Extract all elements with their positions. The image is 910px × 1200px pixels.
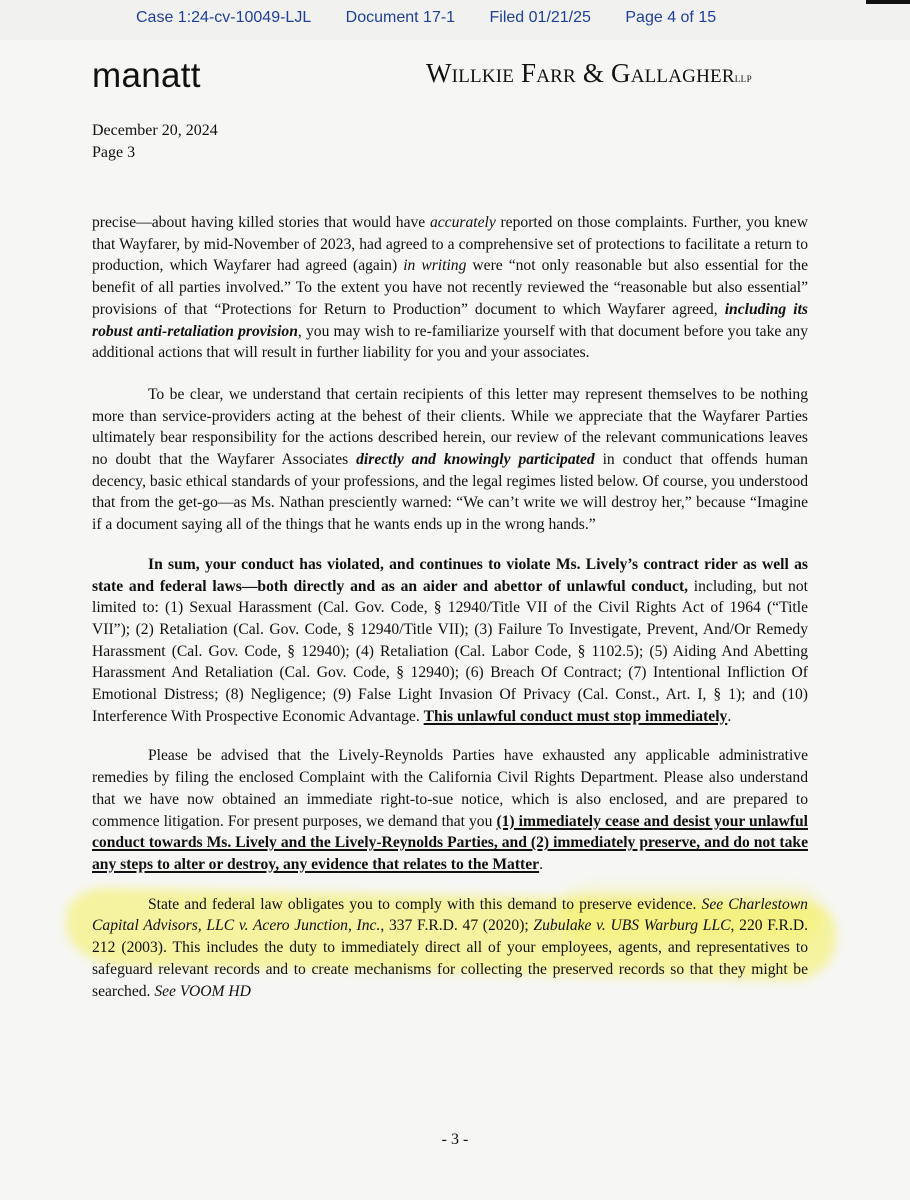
court-filing-stamp — [136, 9, 746, 27]
p3-bold-lead: In sum, your conduct has violated, and continues to violate Ms. Lively’s contract rider as well as state and federal laws—both directly and as an aider and abettor of unlawful conduct, — [92, 555, 808, 595]
p1-text-c: reported on those complaints. Further, you knew that Wayfarer, by mid-November of 2023, had agreed to a comprehensive set of protections to facilitate a return to production, which Wayfarer had agreed (again) — [92, 214, 808, 275]
p1-bold-italic-provision: including its robust anti-retaliation provision — [92, 300, 808, 340]
p5-citation-voom: See VOOM HD — [154, 982, 251, 1000]
p1-text-g: , you may wish to re-familiarize yourself with that document before you take any additional actions that will result in further liability for you and your associates. — [92, 322, 808, 362]
willkie-logo-llp: llp — [734, 70, 753, 85]
p1-text-a: precise—about having killed stories that would have — [92, 214, 430, 231]
p3-text-b: including, but not limited to: (1) Sexual Harassment (Cal. Gov. Code, § 12940/Title VII of the Civil Rights Act of 1964 (“Title VII”); (2) Retaliation (Cal. Gov. Code, § 12940/Title VII); (3) Failure To Investigate, Prevent, And/Or Remedy Harassment (Cal. Gov. Code, § 12940); (4) Retaliation (Cal. Labor Code, § 1102.5); (5) Aiding And Abetting Harassment And Retaliation (Cal. Gov. Code, § 12940); (6) Breach Of Contract; (7) Intentional Infliction Of Emotional Distress; (8) Negligence; (9) False Light Invasion Of Privacy (Cal. Const., Art. I, § 1); and (10) Interference With Prospective Economic Advantage. — [92, 577, 808, 725]
p1-italic-accurately: accurately — [429, 214, 496, 231]
filed-date: Filed 01/21/25 — [489, 9, 591, 26]
p5-text-c: , 337 F.R.D. 47 (2020); — [380, 917, 534, 935]
paragraph-3 — [92, 554, 808, 728]
p4-text-a: Please be advised that the Lively-Reynolds Parties have exhausted any applicable administrative remedies by filing the enclosed Complaint with the California Civil Rights Department. Please also understand that we have now obtained an immediate right-to-sue notice, which is also enclosed, and are prepared to commence litigation. For present purposes, we demand that you — [92, 747, 808, 830]
letter-page: Page 3 — [92, 144, 136, 161]
p5-citation-charlestown: See Charlestown Capital Advisors, LLC v. Acero Junction, Inc. — [92, 895, 808, 935]
paragraph-1 — [92, 212, 808, 364]
paragraph-4 — [92, 745, 808, 875]
letter-body — [92, 212, 808, 1020]
p3-text-d: . — [727, 707, 732, 725]
p3-bold-underline: This unlawful conduct must stop immediately — [423, 707, 728, 725]
willkie-logo-name: Willkie Farr & Gallagher — [426, 58, 735, 88]
paragraph-2 — [92, 384, 808, 536]
p2-bold-italic: directly and knowingly participated — [356, 451, 595, 469]
p2-text-a: To be clear, we understand that certain recipients of this letter may represent themselves to be nothing more than service-providers acting at the behest of their clients. While we appreciate that the Wayfarer Parties ultimately bear responsibility for the actions described herein, our review of the relevant communications leaves no doubt that the Wayfarer Associates — [92, 385, 808, 469]
case-number: Case 1:24-cv-10049-LJL — [136, 9, 312, 26]
page-number: - 3 - — [441, 1131, 469, 1148]
p2-text-c: in conduct that offends human decency, basic ethical standards of your professions, and the legal regimes listed below. Of course, you understood that from the get-go—as Ms. Nathan presciently warned: “We can’t write we will destroy her,” because “Imagine if a document saying all of the things that he wants ends up in the wrong hands.” — [92, 451, 808, 534]
p1-text-e: were “not only reasonable but also essential for the benefit of all parties involved.” To the extent you have not recently reviewed the “reasonable but also essential” provisions of that “Protections for Return to Production” document to which Wayfarer agreed, — [92, 257, 808, 318]
paragraph-5 — [92, 894, 808, 1003]
manatt-logo: manatt — [92, 56, 201, 95]
scan-edge — [866, 0, 910, 4]
willkie-logo — [426, 58, 752, 89]
letter-date: December 20, 2024 — [92, 122, 218, 139]
p5-text-e: , 220 F.R.D. 212 (2003). This includes the duty to immediately direct all of your employees, agents, and representatives to safeguard relevant records and to create mechanisms for collecting the preserved records so that they might be searched. — [92, 917, 809, 1000]
p5-citation-zubulake: Zubulake v. UBS Warburg LLC — [533, 917, 731, 935]
date-block — [92, 120, 218, 164]
p4-text-c: . — [539, 855, 543, 873]
p4-demand-highlighted: (1) immediately cease and desist your unlawful conduct towards Ms. Lively and the Lively-Reynolds Parties, and (2) immediately preserve, and do not take any steps to alter or destroy, any evidence that relates to the Matter — [92, 812, 808, 873]
p5-text-a: State and federal law obligates you to comply with this demand to preserve evidence. — [148, 895, 702, 913]
document-number: Document 17-1 — [345, 9, 456, 26]
page-count: Page 4 of 15 — [625, 9, 717, 26]
p1-italic-in-writing: in writing — [403, 257, 467, 275]
